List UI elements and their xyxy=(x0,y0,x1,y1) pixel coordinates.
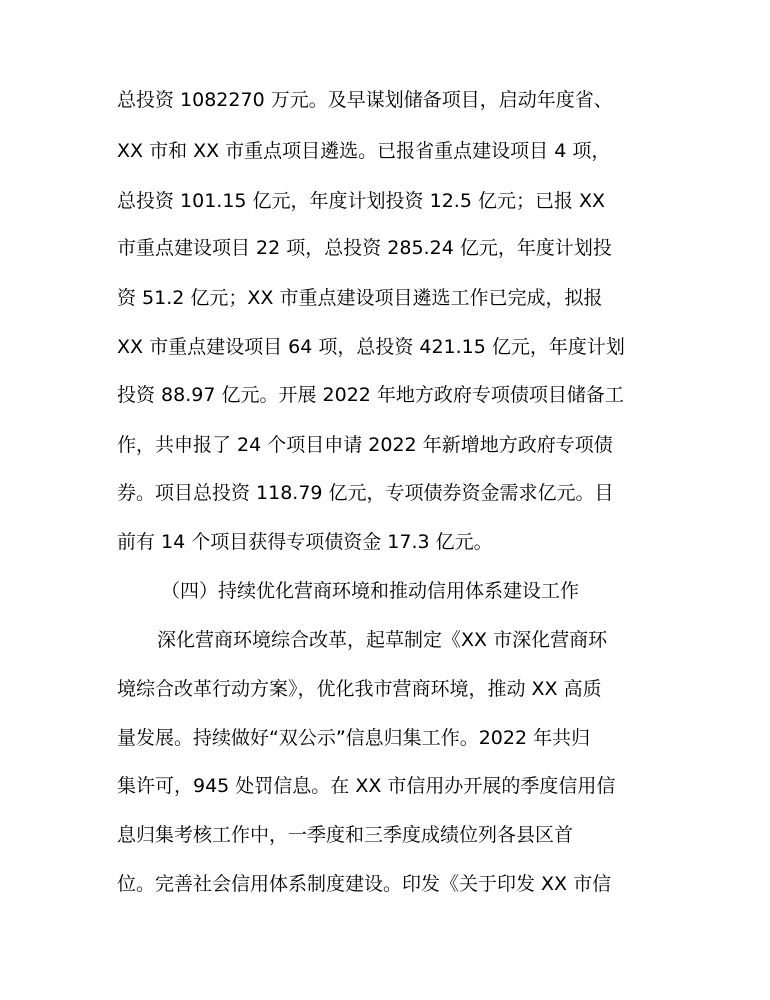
paragraph2-line-6: 位。完善社会信用体系制度建设。印发《关于印发 XX 市信 xyxy=(117,873,612,895)
paragraph2-line-1: 深化营商环境综合改革，起草制定《XX 市深化营商环 xyxy=(157,629,608,651)
paragraph2-line-3: 量发展。持续做好“双公示”信息归集工作。2022 年共归 xyxy=(117,727,591,749)
paragraph2-line-2: 境综合改革行动方案》，优化我市营商环境，推动 XX 高质 xyxy=(117,678,602,700)
paragraph1-line-5: 资 51.2 亿元；XX 市重点建设项目遴选工作已完成，拟报 xyxy=(117,287,603,309)
paragraph1-line-8: 作，共申报了 24 个项目申请 2022 年新增地方政府专项债 xyxy=(117,434,613,456)
paragraph1-line-7: 投资 88.97 亿元。开展 2022 年地方政府专项债项目储备工 xyxy=(117,384,624,406)
paragraph1-line-4: 市重点建设项目 22 项，总投资 285.24 亿元，年度计划投 xyxy=(117,237,612,259)
paragraph1-line-9: 券。项目总投资 118.79 亿元，专项债券资金需求亿元。目 xyxy=(117,482,614,504)
paragraph1-line-6: XX 市重点建设项目 64 项，总投资 421.15 亿元，年度计划 xyxy=(117,336,625,358)
paragraph1-line-10: 前有 14 个项目获得专项债资金 17.3 亿元。 xyxy=(117,531,493,553)
section-heading: （四）持续优化营商环境和推动信用体系建设工作 xyxy=(161,580,580,602)
paragraph1-line-1: 总投资 1082270 万元。及早谋划储备项目，启动年度省、 xyxy=(117,89,613,111)
paragraph2-line-5: 息归集考核工作中，一季度和三季度成绩位列各县区首 xyxy=(117,824,574,846)
paragraph1-line-3: 总投资 101.15 亿元，年度计划投资 12.5 亿元；已报 XX xyxy=(117,190,606,212)
paragraph1-line-2: XX 市和 XX 市重点项目遴选。已报省重点建设项目 4 项， xyxy=(117,140,611,162)
paragraph2-line-4: 集许可，945 处罚信息。在 XX 市信用办开展的季度信用信 xyxy=(117,775,616,797)
